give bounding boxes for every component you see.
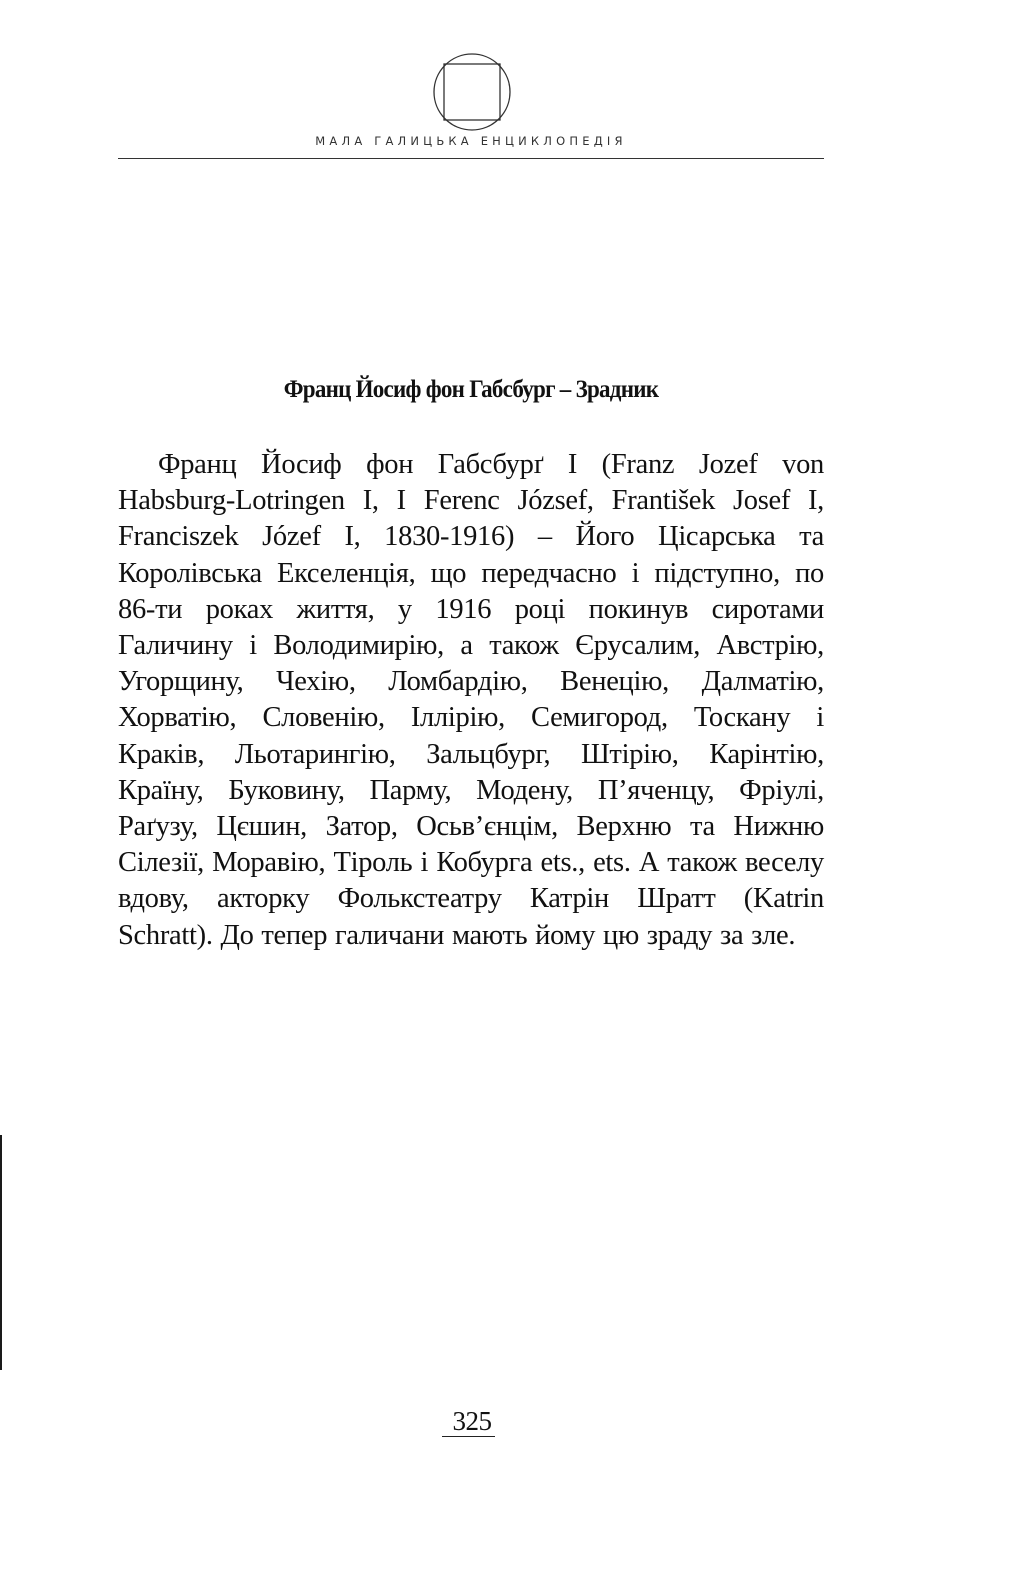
header-rule bbox=[118, 158, 824, 159]
article-title: Франц Йосиф фон Габсбург – Зрадник bbox=[283, 376, 659, 403]
page-number-rule bbox=[442, 1436, 495, 1437]
page-edge-mark bbox=[0, 1135, 2, 1370]
circle-square-emblem-icon bbox=[430, 50, 514, 134]
running-header-title: МАЛА ГАЛИЦЬКА ЕНЦИКЛОПЕДІЯ bbox=[315, 134, 627, 148]
page-number: 325 bbox=[452, 1406, 492, 1436]
article-body: Франц Йосиф фон Габсбурґ I (Franz Jozef von Habsburg-Lotringen I, I Ferenc József, František Josef I, Franciszek Józef I, 1830-1916) – Його Цісарська та Королівська Екселенція, що передчасно і підступно, по 86-ти роках життя, у 1916 році покинув сиротами Галичину і Володимирію, а також Єрусалим, Австрію, Угорщину, Чехію, Ломбардію, Венецію, Далматію, Хорватію, Словенію, Іллірію, Семигород, Тоскану і Краків, Льотарингію, Зальцбург, Штірію, Карінтію, Країну, Буковину, Парму, Модену, П’яченцу, Фріулі, Раґузу, Цєшин, Затор, Осьв’єнцім, Верхню та Нижню Сілезії, Моравію, Тіроль і Кобурга ets., ets. А також веселу вдову, акторку Фолькстеатру Катрін Шратт (Katrin Schratt). До тепер галичани мають йому цю зраду за зле. bbox=[118, 449, 824, 951]
